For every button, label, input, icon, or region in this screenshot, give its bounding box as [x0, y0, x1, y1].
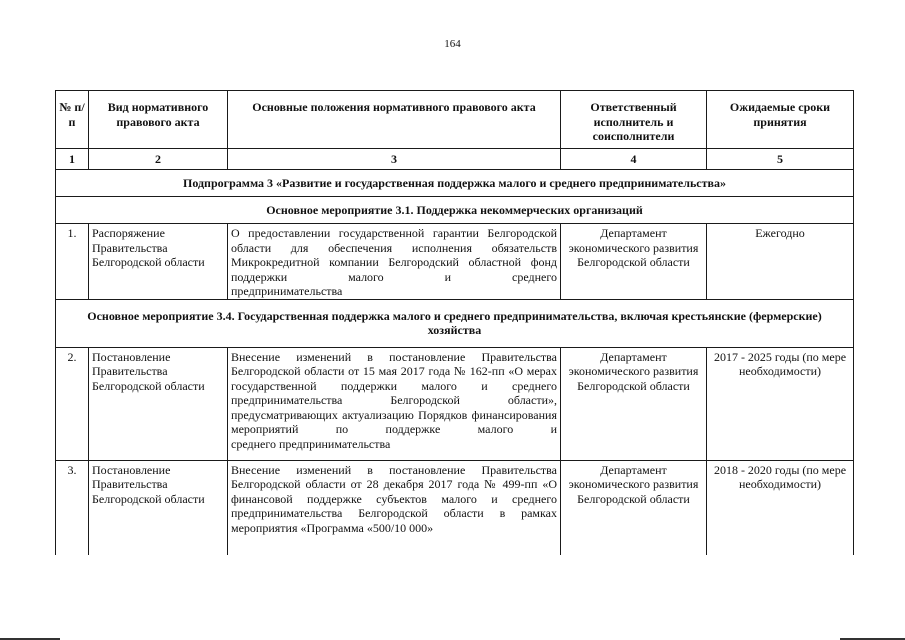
table-row: [56, 347, 854, 460]
header-type: Вид нормативного правового акта: [89, 91, 228, 149]
subprogram-title: Подпрограмма 3 «Развитие и государственная поддержка малого и среднего предпринимательства»: [56, 170, 854, 197]
provisions-text: Внесение изменений в постановление Правительства Белгородской области от 15 мая 2017 года № 162-пп «О мерах государственной поддержки малого и среднего предпринимательства Белгородской области», предусматривающих актуализацию Порядков финансирования мероприятий по поддержке малого и: [231, 349, 557, 436]
executor: Департамент экономического развития Белгородской области: [561, 224, 707, 300]
deadline: 2017 - 2025 годы (по мере необходимости): [707, 347, 854, 460]
measure-3-4-title: Основное мероприятие 3.4. Государственная поддержка малого и среднего предпринимательства, включая крестьянские (фермерские) хозяйства: [56, 299, 854, 347]
column-number: 5: [707, 149, 854, 170]
act-provisions: [228, 224, 561, 300]
measure-row: [56, 197, 854, 224]
provisions-text: О предоставлении государственной гарантии Белгородской области для обеспечения исполнения обязательств Микрокредитной компании Белгородский областной фонд поддержки малого и среднего: [231, 226, 557, 284]
legal-acts-table: [55, 90, 854, 555]
table-header-row: [56, 91, 854, 149]
act-provisions: [228, 460, 561, 555]
header-num: № п/п: [56, 91, 89, 149]
provisions-text-end: среднего предпринимательства: [231, 436, 391, 451]
table-row: [56, 224, 854, 300]
executor: Департамент экономического развития Белгородской области: [561, 347, 707, 460]
column-number: 3: [228, 149, 561, 170]
act-type: Постановление Правительства Белгородской области: [89, 347, 228, 460]
row-number: 1.: [56, 224, 89, 300]
column-numbers-row: [56, 149, 854, 170]
column-number: 2: [89, 149, 228, 170]
measure-row: [56, 299, 854, 347]
header-provisions: Основные положения нормативного правового акта: [228, 91, 561, 149]
act-type: Постановление Правительства Белгородской области: [89, 460, 228, 555]
table-row: [56, 460, 854, 555]
column-number: 4: [561, 149, 707, 170]
header-deadline: Ожидаемые сроки принятия: [707, 91, 854, 149]
header-executor: Ответственный исполнитель и соисполнители: [561, 91, 707, 149]
column-number: 1: [56, 149, 89, 170]
deadline: Ежегодно: [707, 224, 854, 300]
act-provisions: [228, 347, 561, 460]
deadline: 2018 - 2020 годы (по мере необходимости): [707, 460, 854, 555]
executor: Департамент экономического развития Белгородской области: [561, 460, 707, 555]
row-number: 3.: [56, 460, 89, 555]
provisions-text: Внесение изменений в постановление Правительства Белгородской области от 28 декабря 2017 года № 499-пп «О финансовой поддержке субъектов малого и среднего предпринимательства Белгородской области в рамках: [231, 462, 557, 520]
act-type: Распоряжение Правительства Белгородской области: [89, 224, 228, 300]
provisions-text-end: предпринимательства: [231, 284, 343, 298]
page-number: 164: [444, 38, 461, 50]
provisions-text-end: мероприятия «Программа «500/10 000»: [231, 520, 434, 535]
measure-3-1-title: Основное мероприятие 3.1. Поддержка некоммерческих организаций: [56, 197, 854, 224]
subprogram-row: [56, 170, 854, 197]
row-number: 2.: [56, 347, 89, 460]
